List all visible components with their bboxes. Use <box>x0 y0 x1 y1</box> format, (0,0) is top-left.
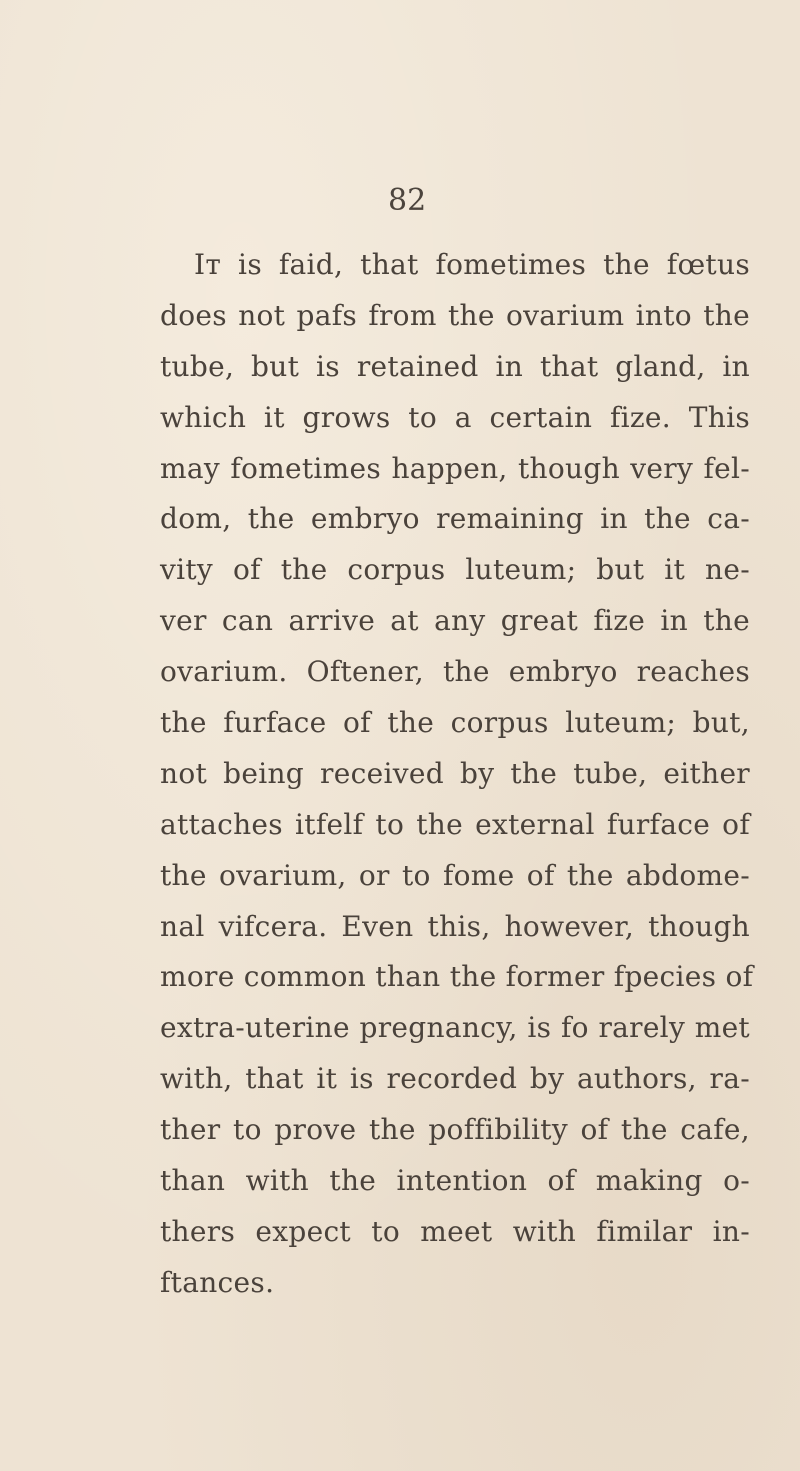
text-line: ftances. <box>160 1265 275 1299</box>
text-line: ver can arrive at any great fize in the <box>160 604 750 638</box>
text-line: dom, the embryo remaining in the ca- <box>160 502 750 536</box>
text-line: than with the intention of making o- <box>160 1164 750 1198</box>
text-line: extra-uterine pregnancy, is fo rarely met <box>160 1011 750 1045</box>
text-line: Iт is faid, that fometimes the fœtus <box>194 248 750 281</box>
text-line: ovarium. Oftener, the embryo reaches <box>160 655 750 689</box>
text-line: does not pafs from the ovarium into the <box>160 298 750 332</box>
text-line: the ovarium, or to fome of the abdome- <box>160 858 750 892</box>
text-line: the furface of the corpus luteum; but, <box>160 706 750 740</box>
text-line: nal vifcera. Even this, however, though <box>160 909 750 943</box>
text-line: attaches itfelf to the external furface of <box>160 807 750 841</box>
text-line: more common than the former fpecies of <box>160 960 754 994</box>
text-line: with, that it is recorded by authors, ra- <box>160 1062 750 1096</box>
text-line: ther to prove the poffibility of the cafe, <box>160 1113 750 1147</box>
text-line: vity of the corpus luteum; but it ne- <box>160 553 750 587</box>
page-number: 82 <box>388 183 427 218</box>
text-line: not being received by the tube, either <box>160 756 750 790</box>
text-line: tube, but is retained in that gland, in <box>160 349 750 383</box>
body-paragraph <box>160 240 754 1309</box>
text-line: which it grows to a certain fize. This <box>160 400 750 434</box>
text-line: thers expect to meet with fimilar in- <box>160 1214 750 1248</box>
text-line: may fometimes happen, though very fel- <box>160 451 750 485</box>
